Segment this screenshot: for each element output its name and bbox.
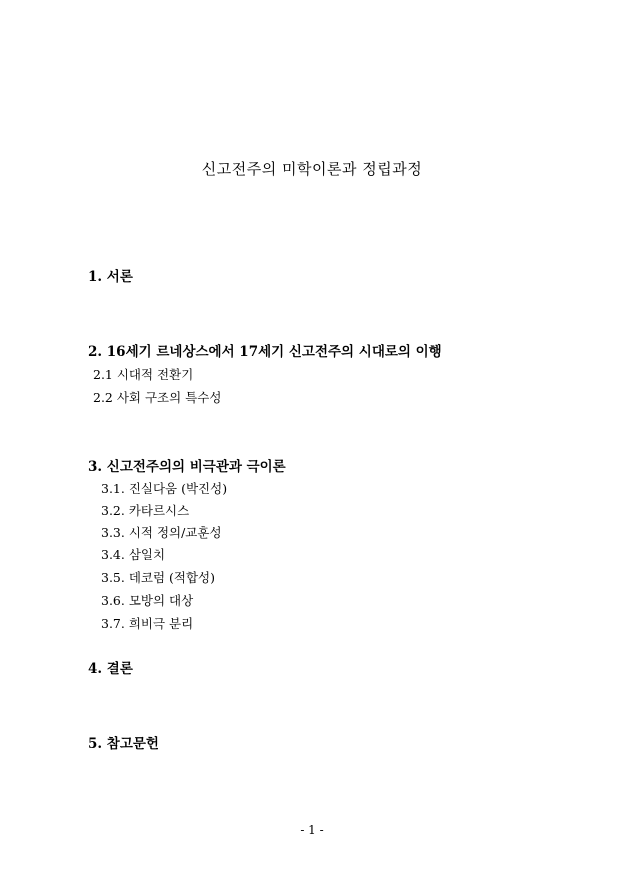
page-number: - 1 - (300, 823, 324, 837)
section-heading-references: 5. 참고문헌 (88, 736, 159, 752)
toc-item: 3.2. 카타르시스 (101, 503, 190, 518)
document-title: 신고전주의 미학이론과 정립과정 (201, 160, 423, 178)
toc-item: 3.6. 모방의 대상 (101, 593, 194, 608)
section-heading-conclusion: 4. 결론 (88, 661, 133, 677)
toc-item: 3.4. 삼일치 (101, 547, 166, 562)
section-heading-tragedy-theory: 3. 신고전주의의 비극관과 극이론 (88, 459, 286, 475)
section-heading-transition: 2. 16세기 르네상스에서 17세기 신고전주의 시대로의 이행 (88, 344, 442, 360)
section-heading-introduction: 1. 서론 (88, 269, 133, 285)
toc-item: 2.1 시대적 전환기 (93, 367, 194, 382)
toc-item: 3.3. 시적 정의/교훈성 (101, 525, 222, 540)
toc-item: 3.7. 희비극 분리 (101, 616, 194, 631)
toc-item: 3.1. 진실다움 (박진성) (101, 481, 228, 496)
toc-item: 2.2 사회 구조의 특수성 (93, 390, 222, 405)
toc-item: 3.5. 데코럼 (적합성) (101, 570, 216, 585)
